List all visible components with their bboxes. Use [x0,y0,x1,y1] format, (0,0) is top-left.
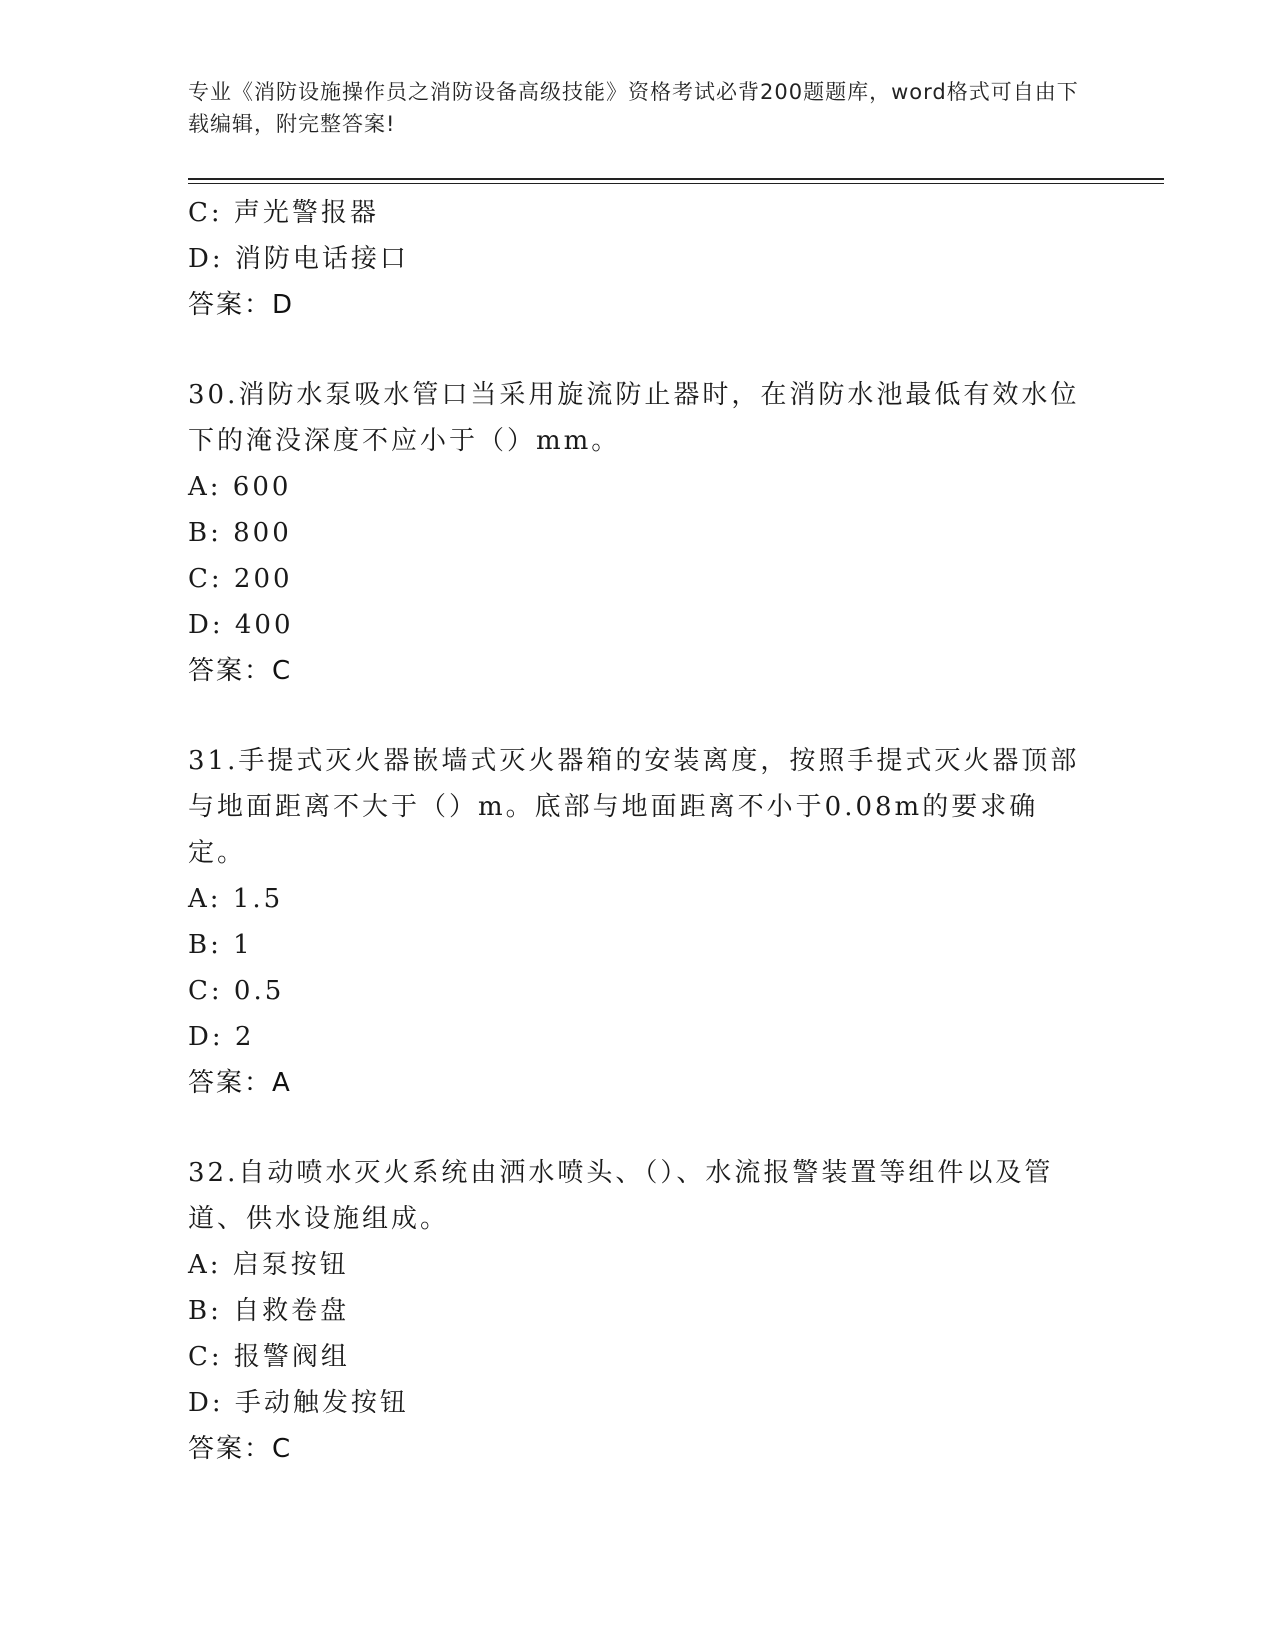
answer-label: 答案：A [188,1068,292,1098]
option-b: B: 800 [188,518,292,548]
spacer [188,1106,1088,1150]
option-b: B: 1 [188,930,253,960]
option-b: B: 自救卷盘 [188,1296,350,1326]
answer-label: 答案：C [188,1434,293,1464]
question-content [188,190,1088,1472]
question-stem: 31.手提式灭火器嵌墙式灭火器箱的安装离度，按照手提式灭火器顶部与地面距离不大于（）m。底部与地面距离不小于0.08m的要求确定。 [188,746,1080,868]
option-d: D: 400 [188,610,294,640]
spacer [188,694,1088,738]
previous-answer: 答案：D [188,290,295,320]
previous-option-c: C: 声光警报器 [188,198,379,228]
spacer [188,328,1088,372]
option-a: A: 600 [188,472,292,502]
header-divider-thick [188,178,1164,180]
option-c: C: 报警阀组 [188,1342,350,1372]
previous-option-d: D: 消防电话接口 [188,244,409,274]
document-header: 专业《消防设施操作员之消防设备高级技能》资格考试必背200题题库，word格式可自由下载编辑，附完整答案! [188,80,1079,136]
question-31 [188,738,1088,1106]
question-32 [188,1150,1088,1472]
option-c: C: 200 [188,564,293,594]
option-a: A: 1.5 [188,884,284,914]
question-stem: 30.消防水泵吸水管口当采用旋流防止器时，在消防水池最低有效水位下的淹没深度不应小于（）mm。 [188,380,1080,456]
option-d: D: 手动触发按钮 [188,1388,409,1418]
question-stem: 32.自动喷水灭火系统由洒水喷头、（）、水流报警装置等组件以及管道、供水设施组成。 [188,1158,1054,1234]
question-30 [188,372,1088,694]
option-d: D: 2 [188,1022,255,1052]
answer-label: 答案：C [188,656,293,686]
option-c: C: 0.5 [188,976,285,1006]
option-a: A: 启泵按钮 [188,1250,349,1280]
header-divider-thin [188,183,1164,184]
